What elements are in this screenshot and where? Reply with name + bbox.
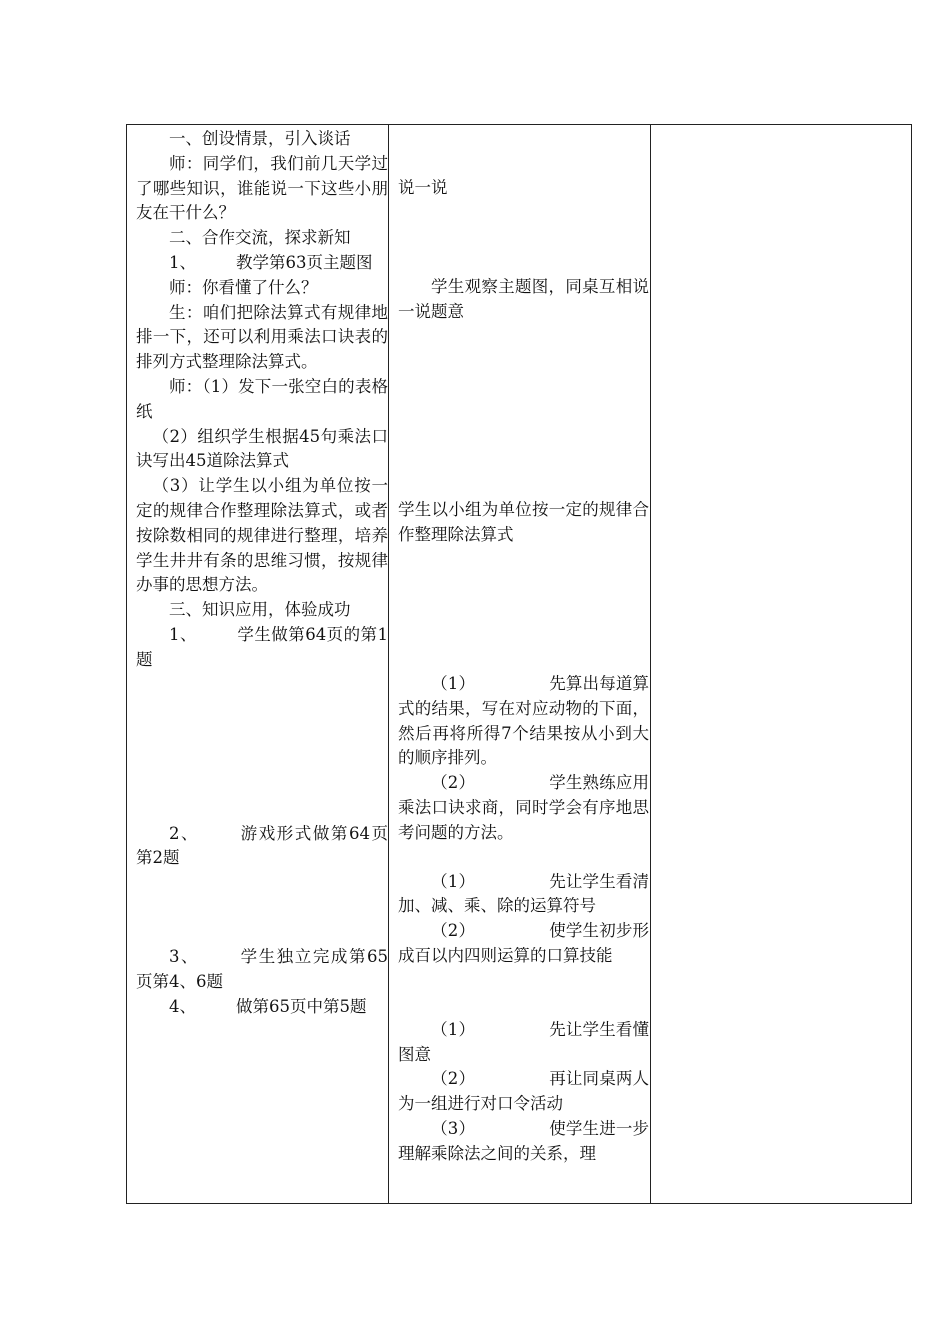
- numbered-item: [136, 822, 388, 872]
- item-text: 使学生初步形成百以内四则运算的口算技能: [398, 921, 649, 965]
- item-number: 4、: [169, 996, 196, 1016]
- numbered-item: [398, 1117, 649, 1167]
- spacer: [398, 548, 649, 672]
- paragraph: 师：同学们，我们前几天学过了哪些知识，谁能说一下这些小朋友在干什么？: [136, 153, 388, 223]
- item-number: （2）: [431, 921, 476, 941]
- item-number: （1）: [431, 871, 476, 891]
- numbered-item: [398, 672, 649, 771]
- spacer: [398, 201, 649, 275]
- paragraph: 学生观察主题图，同桌互相说一说题意: [398, 276, 649, 321]
- item-number: （2）: [431, 773, 476, 793]
- item-text: 使学生进一步理解乘除法之间的关系，理: [398, 1118, 649, 1163]
- section-heading: 一、创设情景，引入谈话: [169, 129, 351, 148]
- section-heading: 三、知识应用，体验成功: [169, 600, 351, 620]
- paragraph: 学生以小组为单位按一定的规律合作整理除法算式: [398, 500, 649, 545]
- numbered-item: [398, 1067, 649, 1117]
- spacer: [398, 324, 649, 498]
- paragraph: 生：咱们把除法算式有规律地排一下，还可以利用乘法口诀表的排列方式整理除法算式。: [136, 302, 388, 372]
- spacer: [398, 846, 649, 870]
- item-text: 学生熟练应用乘法口诀求商，同时学会有序地思考问题的方法。: [398, 773, 649, 842]
- item-number: 1、: [169, 252, 196, 272]
- item-number: （1）: [431, 1019, 476, 1039]
- item-text: 教学第63页主题图: [236, 252, 373, 272]
- spacer: [136, 871, 388, 945]
- student-column: [398, 127, 649, 1203]
- teacher-column: [136, 127, 388, 1203]
- paragraph: 师：（1）发下一张空白的表格纸: [136, 376, 388, 421]
- item-text: 做第65页中第5题: [236, 996, 367, 1016]
- item-number: 1、: [169, 624, 197, 644]
- numbered-item: [136, 945, 388, 995]
- paragraph: 说一说: [398, 178, 448, 197]
- numbered-item: [398, 919, 649, 969]
- item-text: 先算出每道算式的结果，写在对应动物的下面，然后再将所得7个结果按从小到大的顺序排列。: [398, 673, 649, 768]
- item-number: （1）: [431, 673, 476, 693]
- item-text: 游戏形式做第64页第2题: [136, 823, 388, 868]
- numbered-item: [136, 995, 388, 1020]
- numbered-item: [398, 771, 649, 845]
- section-heading: 二、合作交流，探求新知: [169, 228, 351, 248]
- numbered-item: [398, 1018, 649, 1068]
- spacer: [136, 673, 388, 822]
- lesson-table: [126, 124, 912, 1204]
- notes-column: [660, 127, 910, 1203]
- spacer: [398, 969, 649, 1018]
- item-text: 先让学生看清加、减、乘、除的运算符号: [398, 871, 649, 916]
- paragraph: （3）让学生以小组为单位按一定的规律合作整理除法算式，或者按除数相同的规律进行整理，培养学生井井有条的思维习惯，按规律办事的思想方法。: [136, 476, 388, 595]
- item-number: （2）: [431, 1069, 476, 1089]
- item-number: 3、: [169, 947, 200, 967]
- paragraph: （2）组织学生根据45句乘法口诀写出45道除法算式: [136, 426, 388, 471]
- numbered-item: [136, 623, 388, 673]
- item-text: 再让同桌两人为一组进行对口令活动: [398, 1069, 649, 1114]
- column-divider: [650, 125, 651, 1203]
- item-text: 学生独立完成第65页第4、6题: [136, 947, 388, 991]
- numbered-item: [136, 251, 388, 276]
- item-number: 2、: [169, 823, 200, 843]
- spacer: [398, 127, 649, 176]
- item-text: 先让学生看懂图意: [398, 1019, 649, 1064]
- item-text: 学生做第64页的第1题: [136, 624, 388, 669]
- column-divider: [388, 125, 389, 1203]
- paragraph: 师：你看懂了什么？: [169, 277, 318, 297]
- item-number: （3）: [431, 1118, 476, 1138]
- numbered-item: [398, 870, 649, 920]
